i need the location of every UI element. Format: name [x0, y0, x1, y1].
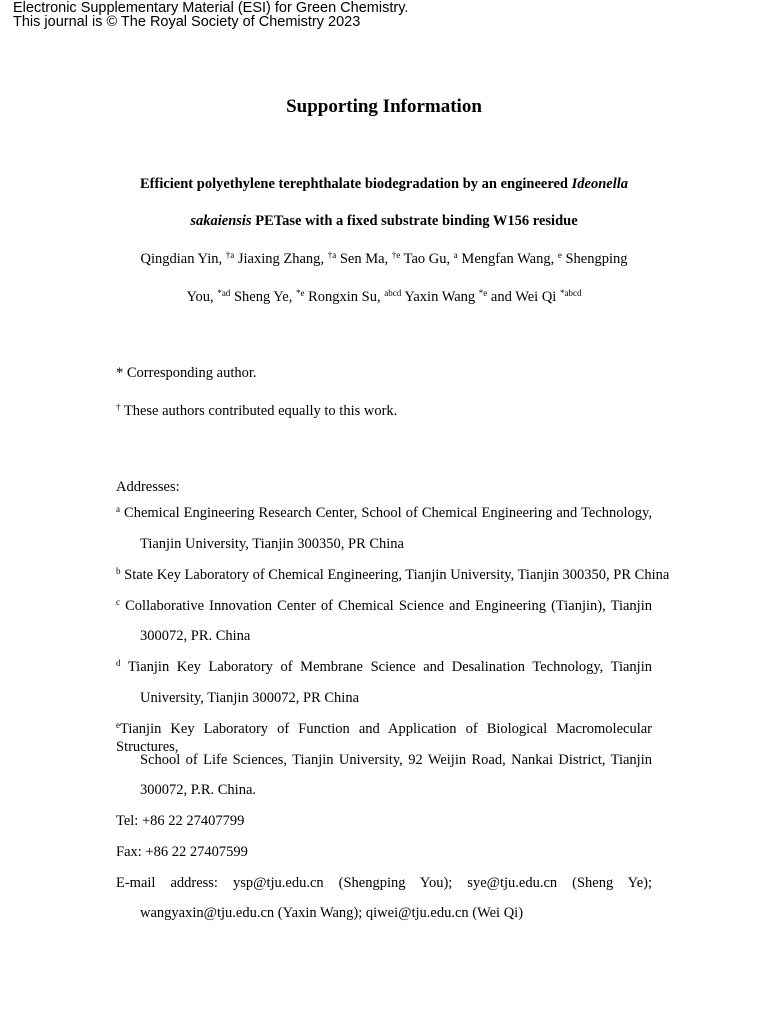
- affiliation-d-line-2: University, Tianjin 300072, PR China: [140, 690, 360, 706]
- affiliation-e-line-2: School of Life Sciences, Tianjin University, 92 Weijin Road, Nankai District, Tianjin: [140, 752, 652, 768]
- article-title-italic-1: Ideonella: [571, 176, 629, 192]
- equal-contribution-text: These authors contributed equally to this work.: [120, 403, 398, 419]
- journal-header-line-1: Electronic Supplementary Material (ESI) for Green Chemistry.: [13, 0, 409, 16]
- affiliation-d-line-1: [116, 658, 652, 676]
- author-line-2: [116, 288, 652, 306]
- author-name: Sheng Ye,: [233, 289, 293, 305]
- contact-email-line-1: E-mail address: ysp@tju.edu.cn (Shengping You); sye@tju.edu.cn (Sheng Ye);: [116, 875, 652, 891]
- author-affiliation: a: [453, 250, 458, 260]
- article-title-line-1: [116, 175, 652, 193]
- affiliation-mark: b: [116, 566, 121, 576]
- author-affiliation: *e: [295, 288, 305, 298]
- author-name: Yaxin Wang: [404, 289, 476, 305]
- author-affiliation: abcd: [384, 288, 402, 298]
- dagger-mark: †: [116, 402, 121, 412]
- author-affiliation: *abcd: [559, 288, 582, 298]
- author-name: Qingdian Yin,: [140, 251, 223, 267]
- author-name: and Wei Qi: [490, 289, 557, 305]
- affiliation-a-line-2: Tianjin University, Tianjin 300350, PR China: [140, 536, 404, 552]
- author-affiliation: †e: [391, 250, 401, 260]
- affiliation-e-line-3: 300072, P.R. China.: [140, 782, 257, 798]
- journal-header-line-2: This journal is © The Royal Society of Chemistry 2023: [13, 14, 361, 30]
- author-name-part: Shengping: [565, 251, 628, 267]
- affiliation-mark: a: [116, 504, 120, 514]
- affiliation-c-line-1: [116, 597, 652, 615]
- affiliation-c-line-2: 300072, PR. China: [140, 628, 251, 644]
- author-name: Tao Gu,: [403, 251, 451, 267]
- author-name: Mengfan Wang,: [461, 251, 555, 267]
- affiliation-b-line-1: [116, 566, 670, 584]
- affiliation-mark: c: [116, 597, 120, 607]
- document-title: Supporting Information: [286, 96, 482, 117]
- author-name-part: You,: [186, 289, 214, 305]
- author-name: Jiaxing Zhang,: [237, 251, 325, 267]
- author-name: Rongxin Su,: [308, 289, 381, 305]
- addresses-label: Addresses:: [116, 479, 180, 495]
- author-line-1: [116, 250, 652, 268]
- author-affiliation: *ad: [217, 288, 231, 298]
- affiliation-text: Tianjin Key Laboratory of Function and Application of Biological Macromolecular Structures,: [116, 721, 652, 755]
- author-affiliation: e: [557, 250, 562, 260]
- author-affiliation: †a: [327, 250, 337, 260]
- author-name: Sen Ma,: [339, 251, 389, 267]
- equal-contribution-note: [116, 402, 652, 420]
- article-title-italic-2: sakaiensis: [190, 213, 252, 229]
- author-affiliation: †a: [225, 250, 235, 260]
- article-title-text-1: Efficient polyethylene terephthalate biodegradation by an engineered: [139, 176, 572, 192]
- affiliation-text: Chemical Engineering Research Center, School of Chemical Engineering and Technology,: [120, 505, 652, 521]
- corresponding-author-note: * Corresponding author.: [116, 365, 257, 381]
- affiliation-a-line-1: [116, 504, 652, 522]
- affiliation-mark: e: [116, 720, 120, 730]
- author-affiliation: *e: [478, 288, 488, 298]
- article-title-text-2: PETase with a fixed substrate binding W156 residue: [251, 213, 578, 229]
- affiliation-text: Collaborative Innovation Center of Chemical Science and Engineering (Tianjin), Tianjin: [120, 598, 652, 614]
- affiliation-text: State Key Laboratory of Chemical Engineering, Tianjin University, Tianjin 300350, PR China: [120, 567, 670, 583]
- contact-email-line-2: wangyaxin@tju.edu.cn (Yaxin Wang); qiwei@tju.edu.cn (Wei Qi): [140, 905, 524, 921]
- contact-fax: Fax: +86 22 27407599: [116, 844, 248, 860]
- contact-tel: Tel: +86 22 27407799: [116, 813, 245, 829]
- affiliation-mark: d: [116, 658, 121, 668]
- affiliation-text: Tianjin Key Laboratory of Membrane Science and Desalination Technology, Tianjin: [120, 659, 652, 675]
- article-title-line-2: [116, 212, 652, 230]
